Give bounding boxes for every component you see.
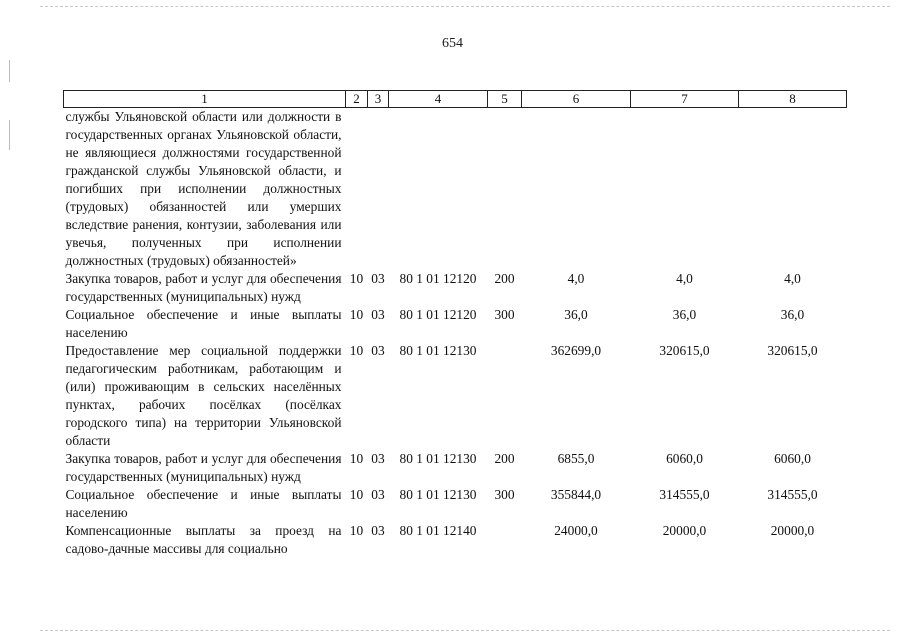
amount-col6: 6855,0 xyxy=(557,451,595,466)
row-description: Закупка товаров, работ и услуг для обеспечения государственных (муниципальных) нужд xyxy=(65,271,342,304)
scan-edge-bottom xyxy=(40,630,890,631)
scan-margin-mark xyxy=(9,60,10,82)
subsection-code: 03 xyxy=(371,343,385,358)
row-description: Предоставление мер социальной поддержки педагогическим работникам, работающим и (или) проживающим в сельских населённых пунктах, рабочих посёлках (посёлках городского типа) на территории Ульяновской области xyxy=(65,343,342,448)
row-description: Социальное обеспечение и иные выплаты населению xyxy=(65,307,342,340)
target-article-code: 80 1 01 12130 xyxy=(399,343,477,358)
subsection-code xyxy=(368,108,389,271)
section-code: 10 xyxy=(349,343,364,358)
section-code: 10 xyxy=(349,451,364,466)
amount-col8: 314555,0 xyxy=(767,487,818,502)
amount-col7: 320615,0 xyxy=(659,343,710,358)
column-header: 1 xyxy=(64,91,346,108)
table-row xyxy=(64,522,847,558)
header-row xyxy=(64,91,847,108)
amount-col7: 36,0 xyxy=(672,307,697,322)
subsection-code: 03 xyxy=(371,271,385,286)
section-code: 10 xyxy=(349,523,364,538)
column-header: 3 xyxy=(368,91,389,108)
amount-col8 xyxy=(739,108,847,271)
scan-edge-top xyxy=(40,6,890,7)
row-description: Социальное обеспечение и иные выплаты населению xyxy=(65,487,342,520)
column-header: 5 xyxy=(488,91,522,108)
expense-type-code xyxy=(488,108,522,271)
amount-col7: 4,0 xyxy=(676,271,693,286)
amount-col7: 314555,0 xyxy=(659,487,710,502)
expense-type-code: 200 xyxy=(494,451,515,466)
table-row xyxy=(64,270,847,306)
subsection-code: 03 xyxy=(371,307,385,322)
amount-col8: 4,0 xyxy=(784,271,801,286)
amount-col8: 20000,0 xyxy=(770,523,815,538)
target-article-code: 80 1 01 12140 xyxy=(399,523,477,538)
expense-type-code: 300 xyxy=(494,307,515,322)
page-number: 654 xyxy=(442,36,463,51)
expense-type-code xyxy=(488,522,522,558)
budget-table xyxy=(63,90,847,558)
amount-col8: 6060,0 xyxy=(774,451,811,466)
section-code xyxy=(346,108,368,271)
column-header: 2 xyxy=(346,91,368,108)
table-row xyxy=(64,108,847,271)
target-article-code: 80 1 01 12130 xyxy=(399,451,477,466)
subsection-code: 03 xyxy=(371,523,385,538)
table-row xyxy=(64,342,847,450)
amount-col6: 4,0 xyxy=(567,271,585,286)
target-article-code xyxy=(389,108,488,271)
row-description: Закупка товаров, работ и услуг для обеспечения государственных (муниципальных) нужд xyxy=(65,451,342,484)
amount-col6: 362699,0 xyxy=(550,343,602,358)
amount-col8: 320615,0 xyxy=(767,343,818,358)
section-code: 10 xyxy=(349,307,364,322)
target-article-code: 80 1 01 12130 xyxy=(399,487,477,502)
section-code: 10 xyxy=(349,487,364,502)
subsection-code: 03 xyxy=(371,451,385,466)
target-article-code: 80 1 01 12120 xyxy=(399,271,477,286)
expense-type-code: 300 xyxy=(494,487,515,502)
column-header: 4 xyxy=(389,91,488,108)
column-header: 6 xyxy=(522,91,631,108)
expense-type-code xyxy=(488,342,522,450)
amount-col6: 355844,0 xyxy=(550,487,602,502)
expense-type-code: 200 xyxy=(494,271,515,286)
table-row xyxy=(64,486,847,522)
section-code: 10 xyxy=(349,271,364,286)
column-header: 8 xyxy=(739,91,847,108)
row-description: службы Ульяновской области или должности в государственных органах Ульяновской области, не являющиеся должностями государственной гражданской службы Ульяновской области, и погибших при исполнении должностных (трудовых) обязанностей или умерших вследствие ранения, контузии, заболевания или увечья, полученных при исполнении должностных (трудовых) обязанностей» xyxy=(65,109,342,268)
scan-margin-mark xyxy=(9,120,10,150)
table-row xyxy=(64,450,847,486)
row-description: Компенсационные выплаты за проезд на садово-дачные массивы для социально xyxy=(65,523,342,556)
amount-col7: 20000,0 xyxy=(662,523,707,538)
amount-col6: 24000,0 xyxy=(554,523,598,538)
subsection-code: 03 xyxy=(371,487,385,502)
amount-col7 xyxy=(631,108,739,271)
column-header: 7 xyxy=(631,91,739,108)
table-row xyxy=(64,306,847,342)
target-article-code: 80 1 01 12120 xyxy=(399,307,477,322)
amount-col6 xyxy=(522,108,631,271)
amount-col8: 36,0 xyxy=(780,307,805,322)
amount-col6: 36,0 xyxy=(564,307,588,322)
amount-col7: 6060,0 xyxy=(666,451,703,466)
